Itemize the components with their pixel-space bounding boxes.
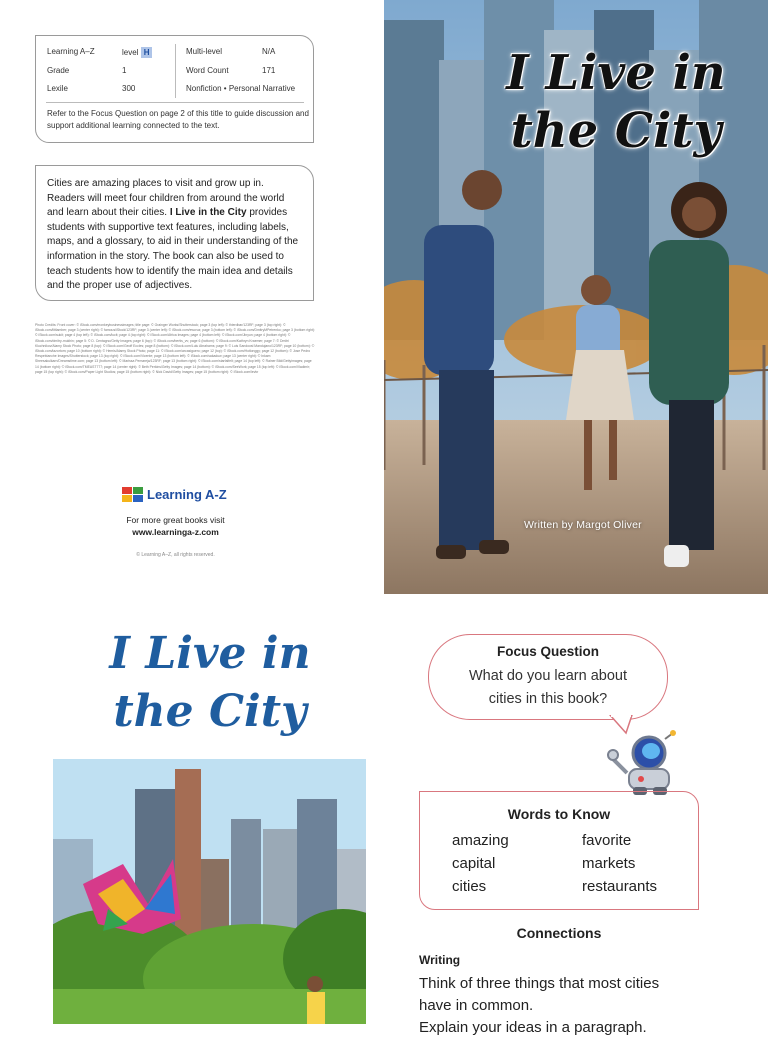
- word-item: favorite: [582, 832, 632, 849]
- grade-label: Grade: [47, 66, 70, 75]
- words-to-know-box: [419, 791, 699, 910]
- book-info-box: [35, 35, 314, 143]
- cover-title-line2: the City: [510, 103, 722, 159]
- connections-title: Connections: [516, 925, 602, 941]
- words-to-know-title: Words to Know: [507, 806, 611, 822]
- book-description: [35, 165, 314, 301]
- lexile-value: 300: [122, 84, 136, 93]
- level-badge: H: [141, 47, 153, 58]
- description-text-1: Cities are amazing places to visit and grow up in. Readers will meet four children from around the world and learn about their cities.: [47, 178, 285, 219]
- writing-label: Writing: [419, 953, 461, 967]
- focus-question-title: Focus Question: [496, 644, 599, 659]
- description-book-title: I Live in the City: [169, 207, 247, 219]
- title-page-heading: [60, 625, 360, 741]
- copyright: © Learning A–Z, all rights reserved.: [136, 552, 215, 558]
- title-page-line2: the City: [113, 686, 307, 737]
- description-text-2: provides students with supportive text features, including labels, maps, and a glossary, to aid in their understanding of the information in the story. The book can also be used to teach students how to identify the main idea and details and the proper use of adjectives.: [47, 207, 299, 292]
- title-page-image: [53, 759, 366, 1024]
- focus-note: Refer to the Focus Question on page 2 of this title to guide discussion and support additional learning connected to the text.: [47, 109, 309, 130]
- focus-question-line1: What do you learn about: [469, 668, 627, 684]
- focus-question-bubble: [428, 634, 668, 720]
- word-item: amazing: [452, 832, 509, 849]
- word-item: markets: [582, 855, 636, 872]
- author-byline: Written by Margot Oliver: [524, 519, 642, 531]
- writing-line3: Explain your ideas in a paragraph.: [419, 1019, 647, 1036]
- level-label-text: level: [122, 48, 139, 57]
- multilevel-value: N/A: [262, 47, 276, 56]
- genre: Nonfiction • Personal Narrative: [186, 84, 296, 93]
- kite-park-photo-illustration: [53, 759, 366, 1024]
- writing-line2: have in common.: [419, 997, 534, 1014]
- wordcount-label: Word Count: [186, 66, 229, 75]
- cover-image: [384, 0, 768, 594]
- cover-title: [476, 44, 756, 160]
- info-divider-horizontal: [46, 102, 304, 103]
- info-divider-vertical: [175, 44, 176, 98]
- level-label: [122, 47, 152, 58]
- cover-title-line1: I Live in: [506, 45, 726, 101]
- focus-question-line2: cities in this book?: [488, 691, 608, 707]
- photo-credits: Photo Credits: Front cover: © iStock.com/monkeybusinessimages; title page: © Grainger Works/Shutterstock; page 3 (top left): © thierdbar/123RF; page 3 (top right): © iStock.com/littlamber; page 3 (center right): © famous/iStock/123RF; page 3 (center left): © iStock.com/ewcruz; page 3 (bottom left): © iStock.com/DmitryMPetrenko; page 3 (bottom right): © iStock.com/sukit; page 4 (top left): © iStock.com/lucit; page 4 (top right): © iStock.com/Africa Images; page 4 (bottom left): © iStock.com/Jinyun; page 4 (bottom right): © iStock.com/dmitry-mukhin; page 5: © D. Centagno/Getty Images; page 6 (top): © iStock.com/bertis_vv; page 6 (bottom): © iStock.com/Kathryn Kraemer; page 7: © Dmitri Kluchnikov/Alamy Stock Photo; page 8 (top): © iStock.com/Geoff Eccles; page 8 (bottom): © iStock.com/Lulu Abrahams; page 9: © Luis Sandoval Mandujano/123RF; page 10 (bottom): © iStock.com/lazortom; page 10 (bottom right): © Hemis/Alamy Stock Photo; page 11: © iStock.com/arcasiguero; page 12 (top): © iStock.com/Hotlonggy; page 12 (bottom): © Jose Pedro Respebianche Images/Shutterstock; page 13 (top right): © iStock.com/Vicente; page 13 (bottom left): © iStock.com/sakaduw; page 13 (center right): © Inkam Sheesakulkarn/Dreamstime.com; page 13 (bottom left): © Marissa Pemareja/123RF; page 13 (bottom right): © iStock.com/starfalfelt; page 14 (top left): © Rainer Bild/Gettyimages; page 14 (bottom right): © iStock.com/TMEAST777; page 14 (center right): © Beth Perkins/Getty Images; page 14 (bottom): © iStock.com/SeeWork; page 15 (top left): © iStock.com/Vladimir; page 15 (top right): © iStock.com/Paper Light Studios; page 15 (bottom right): © Nick David/Getty Images; page 15 (bottom right): © iStock.com/levkr: [35, 323, 315, 374]
- logo-text: Learning A-Z: [147, 487, 227, 502]
- word-item: cities: [452, 878, 487, 895]
- program-label: Learning A–Z: [47, 47, 95, 56]
- more-books-note: [108, 514, 243, 538]
- lexile-label: Lexile: [47, 84, 68, 93]
- wordcount-value: 171: [262, 66, 276, 75]
- robot-mascot-icon: [603, 729, 683, 797]
- more-books-text: For more great books visit: [126, 515, 225, 525]
- logo-blocks-icon: [122, 487, 143, 502]
- writing-prompt: [419, 973, 719, 1039]
- multilevel-label: Multi-level: [186, 47, 223, 56]
- word-item: restaurants: [582, 878, 658, 895]
- focus-question-text: [429, 665, 667, 711]
- grade-value: 1: [122, 66, 127, 75]
- learning-az-logo[interactable]: [122, 487, 227, 502]
- title-page-line1: I Live in: [109, 628, 311, 679]
- word-item: capital: [452, 855, 496, 872]
- website-link[interactable]: www.learninga-z.com: [132, 527, 219, 537]
- writing-line1: Think of three things that most cities: [419, 975, 660, 992]
